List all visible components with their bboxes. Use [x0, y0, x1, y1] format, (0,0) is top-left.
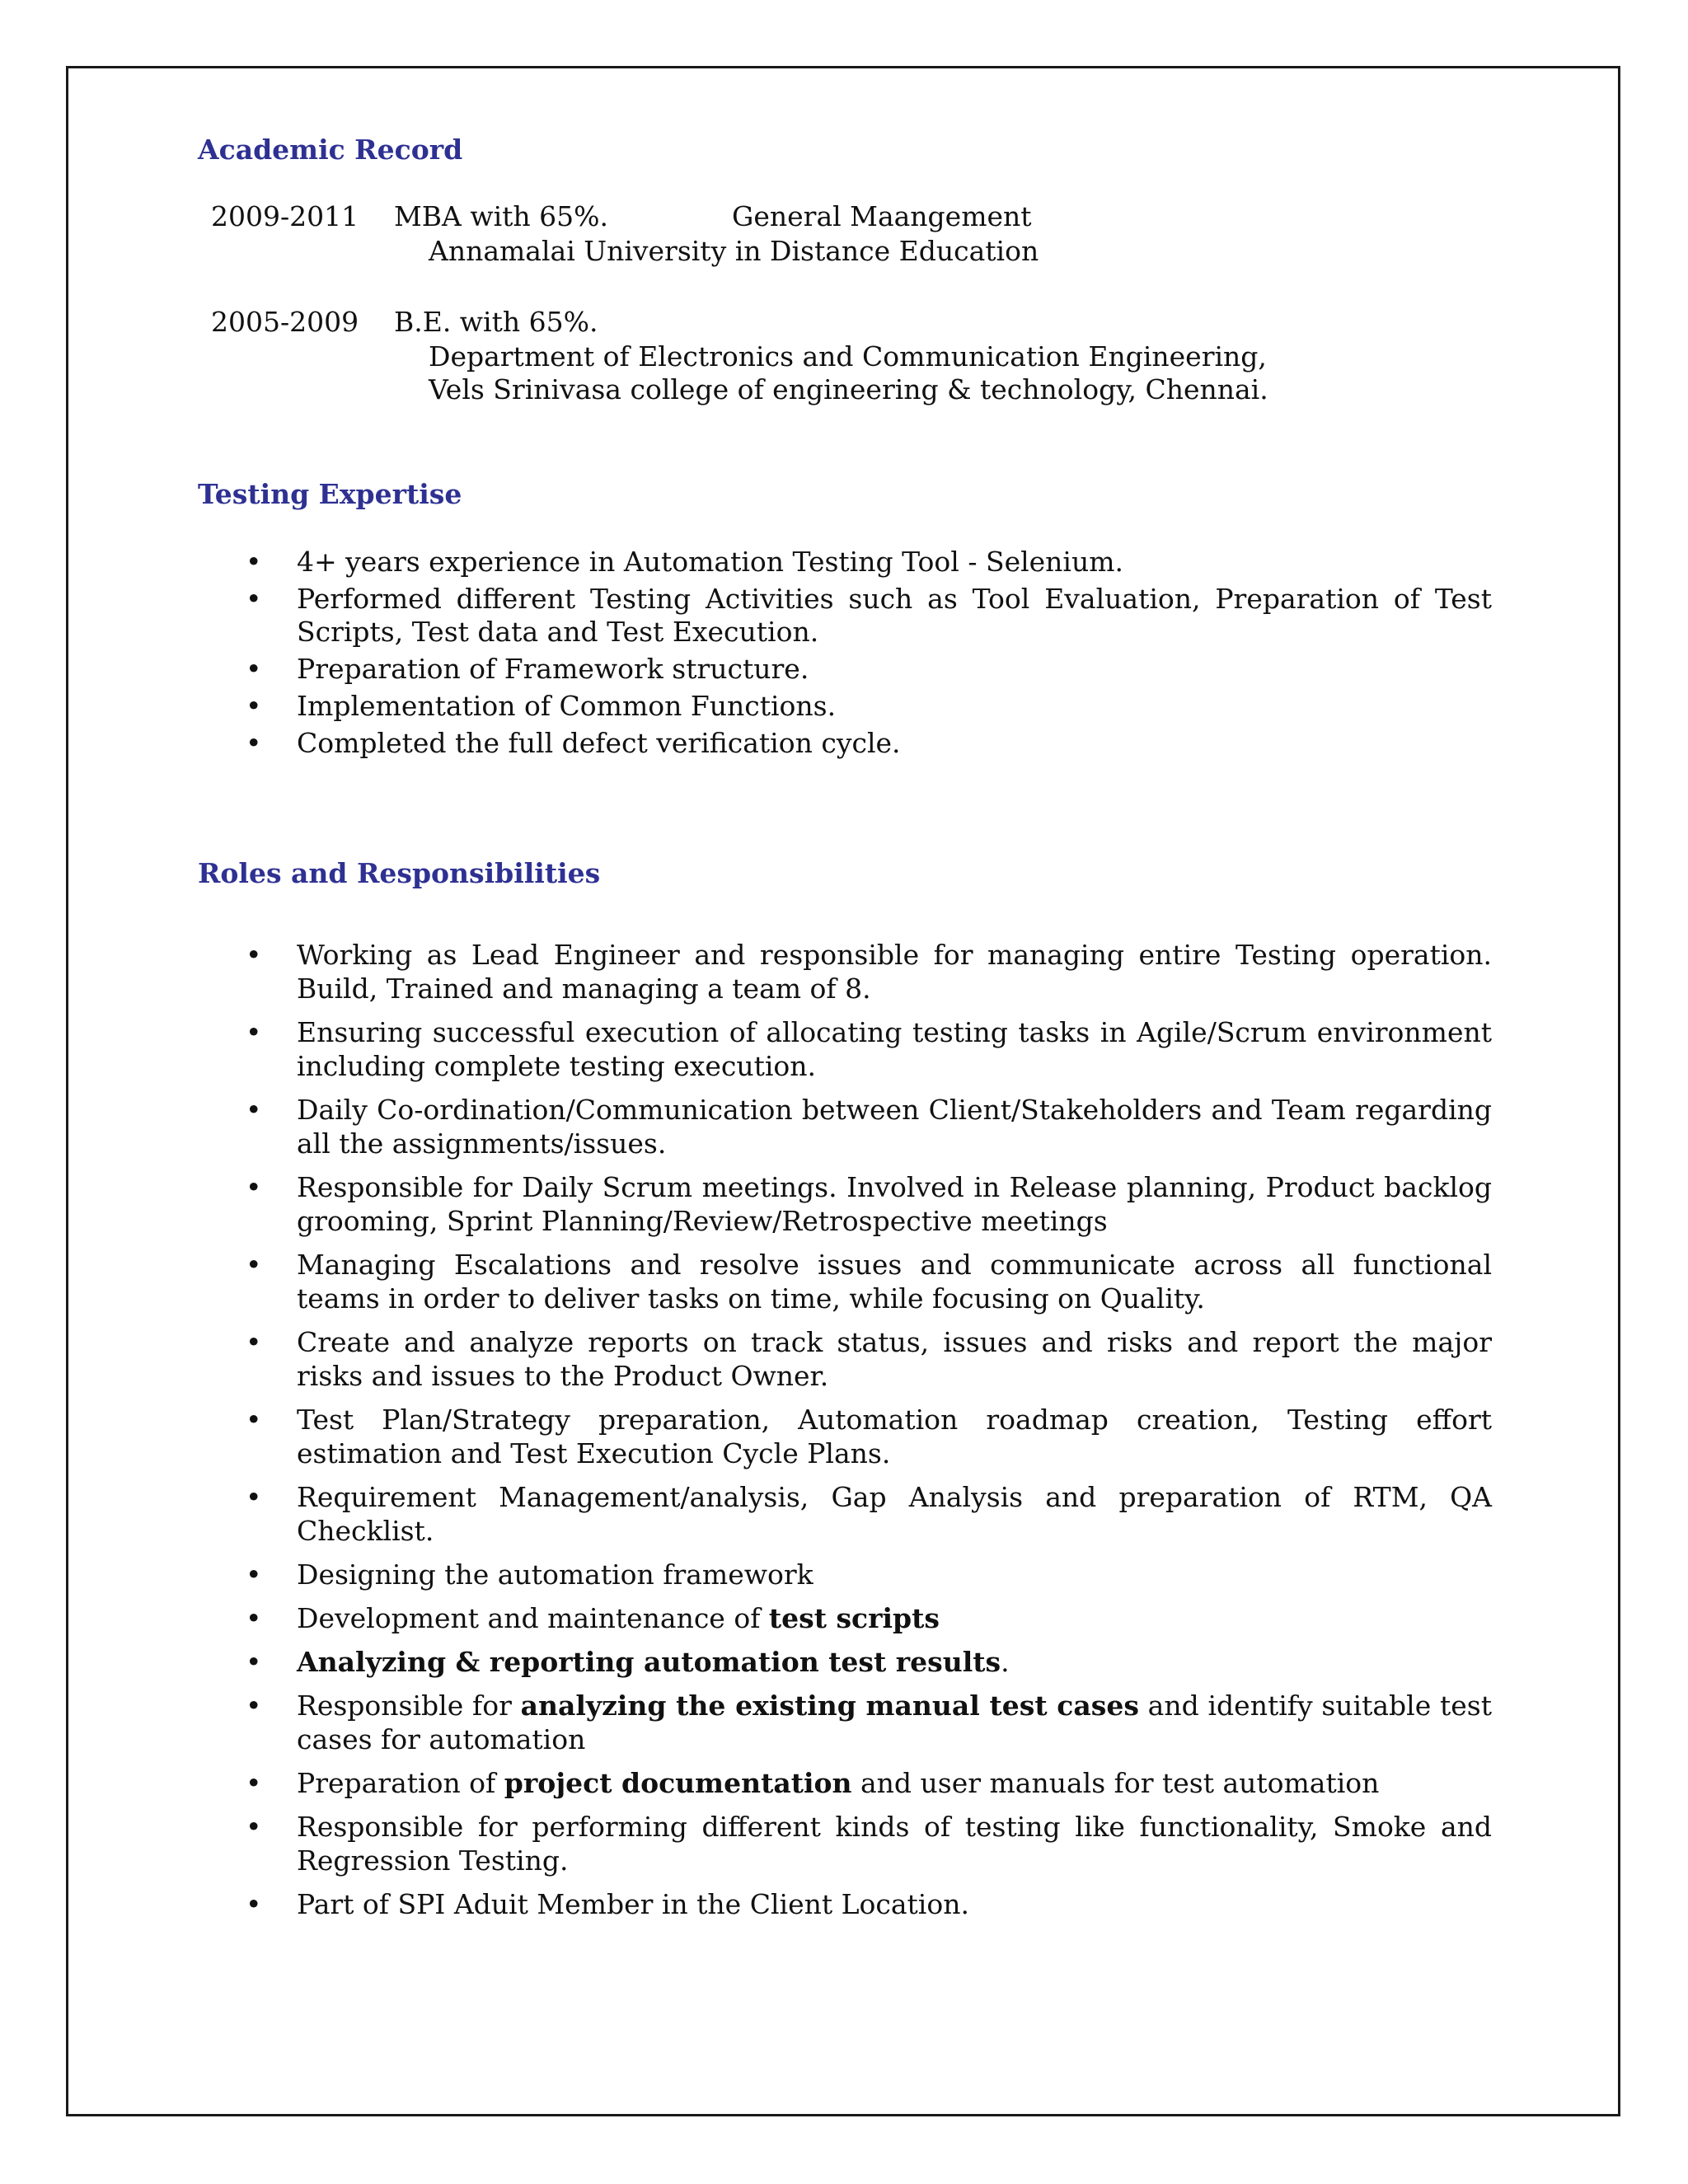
education-department: Department of Electronics and Communication Engineering, [429, 340, 1267, 373]
item-bold-text: analyzing the existing manual test cases [520, 1690, 1139, 1722]
list-item: • Working as Lead Engineer and responsible for managing entire Testing operation. Build, Trained and managing a team of 8. [198, 938, 1492, 1005]
list-item: • Ensuring successful execution of allocating testing tasks in Agile/Scrum environment including complete testing execution. [198, 1015, 1492, 1083]
list-item [198, 1689, 1492, 1756]
testing-expertise-heading: Testing Expertise [198, 478, 462, 510]
item-bold-text: project documentation [504, 1767, 852, 1799]
item-text: Preparation of [297, 1767, 504, 1799]
list-item: • Completed the full defect verification cycle. [198, 727, 1492, 760]
education-institution: Annamalai University in Distance Education [429, 235, 1039, 267]
list-item [198, 1766, 1492, 1800]
education-entry [198, 199, 1492, 269]
roles-list [198, 938, 1492, 1931]
education-entry [198, 305, 1492, 409]
education-institution: Vels Srinivasa college of engineering & technology, Chennai. [429, 373, 1268, 405]
list-item: • Part of SPI Aduit Member in the Client Location. [198, 1887, 1492, 1921]
list-item: • Implementation of Common Functions. [198, 690, 1492, 723]
item-text: Development and maintenance of [297, 1602, 769, 1634]
item-bold-text: test scripts [768, 1602, 940, 1634]
list-item: • Performed different Testing Activities such as Tool Evaluation, Preparation of Test Scripts, Test data and Test Execution. [198, 583, 1492, 649]
list-item [198, 1601, 1492, 1635]
education-degree: B.E. with 65%. [394, 306, 598, 338]
list-item: • Managing Escalations and resolve issues and communicate across all functional teams in order to deliver tasks on time, while focusing on Quality. [198, 1248, 1492, 1315]
list-item: • Designing the automation framework [198, 1558, 1492, 1591]
testing-expertise-list [198, 546, 1492, 764]
list-item [198, 1645, 1492, 1679]
item-text: and user manuals for test automation [851, 1767, 1380, 1799]
item-text: Responsible for [297, 1690, 521, 1722]
education-years: 2009-2011 [211, 200, 359, 232]
list-item: • Responsible for performing different kinds of testing like functionality, Smoke and Regression Testing. [198, 1810, 1492, 1877]
item-text: . [1001, 1646, 1010, 1678]
education-field: General Maangement [732, 200, 1032, 232]
item-bold-text: Analyzing & reporting automation test results [297, 1646, 1001, 1678]
list-item: • Preparation of Framework structure. [198, 653, 1492, 686]
list-item: • Create and analyze reports on track status, issues and risks and report the major risks and issues to the Product Owner. [198, 1325, 1492, 1393]
list-item: • Responsible for Daily Scrum meetings. Involved in Release planning, Product backlog grooming, Sprint Planning/Review/Retrospective meetings [198, 1170, 1492, 1238]
list-item: • Requirement Management/analysis, Gap Analysis and preparation of RTM, QA Checklist. [198, 1480, 1492, 1548]
item-text: and identify suitable test cases for automation [297, 1690, 1492, 1755]
education-years: 2005-2009 [211, 306, 359, 338]
list-item: • Test Plan/Strategy preparation, Automation roadmap creation, Testing effort estimation and Test Execution Cycle Plans. [198, 1403, 1492, 1470]
roles-heading: Roles and Responsibilities [198, 857, 601, 889]
education-degree: MBA with 65%. [394, 200, 609, 232]
list-item: • 4+ years experience in Automation Testing Tool - Selenium. [198, 546, 1492, 579]
academic-record-heading: Academic Record [198, 134, 463, 166]
list-item: • Daily Co-ordination/Communication between Client/Stakeholders and Team regarding all the assignments/issues. [198, 1093, 1492, 1160]
